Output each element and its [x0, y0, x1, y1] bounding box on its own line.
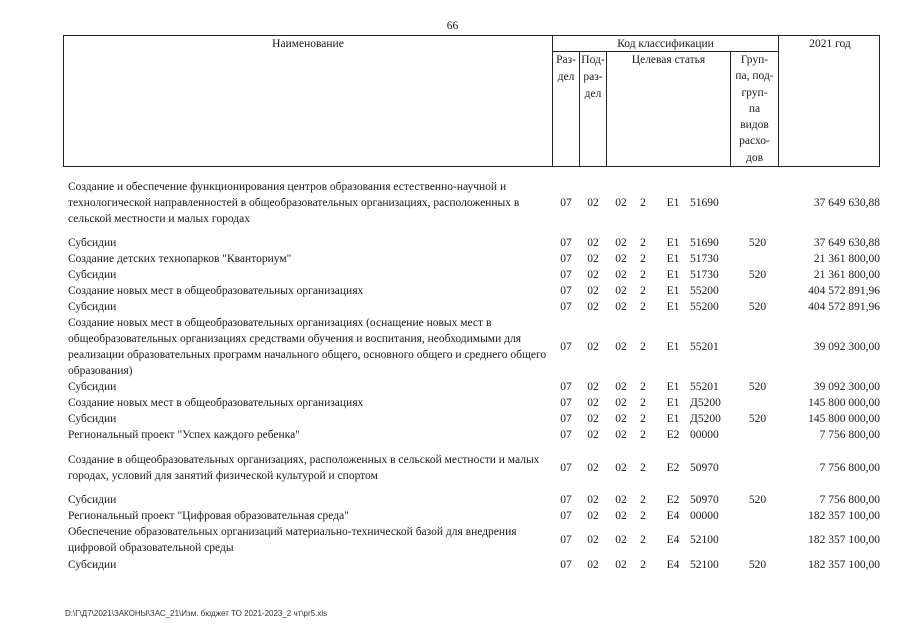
podrazdel-code: 02 — [587, 429, 599, 441]
target-part-project: Е1 — [666, 413, 680, 425]
target-part-direction: 50970 — [690, 462, 719, 474]
table-row — [0, 411, 905, 427]
target-part-program: 02 — [615, 429, 627, 441]
header-razdel: Раз- дел — [556, 54, 576, 83]
expense-group: 520 — [748, 301, 767, 313]
row-name: Создание новых мест в общеобразовательных организациях — [68, 285, 364, 297]
target-part-direction: Д5200 — [690, 413, 721, 425]
amount-2021: 404 572 891,96 — [808, 285, 880, 297]
target-part-subprogram: 2 — [640, 534, 646, 546]
target-part-direction: 00000 — [690, 429, 719, 441]
row-name: Создание и обеспечение функционирования центров образования естественно-научной и технологической направленностей в общеобразовательных организациях, расположенных в сельской местности и малых городах — [68, 181, 520, 225]
row-name: Субсидии — [68, 237, 117, 249]
amount-2021: 145 800 000,00 — [808, 397, 880, 409]
amount-2021: 7 756 800,00 — [819, 494, 880, 506]
target-part-project: Е1 — [666, 269, 680, 281]
target-part-direction: 50970 — [690, 494, 719, 506]
expense-group: 520 — [748, 237, 767, 249]
target-part-subprogram: 2 — [640, 197, 646, 209]
target-part-subprogram: 2 — [640, 510, 646, 522]
page-number: 66 — [446, 20, 459, 32]
target-part-program: 02 — [615, 301, 627, 313]
table-row — [0, 283, 905, 299]
row-name: Субсидии — [68, 269, 117, 281]
target-part-program: 02 — [615, 269, 627, 281]
table-row — [0, 427, 905, 443]
target-part-project: Е1 — [666, 397, 680, 409]
table-row — [0, 251, 905, 267]
amount-2021: 182 357 100,00 — [808, 534, 880, 546]
amount-2021: 7 756 800,00 — [819, 462, 880, 474]
target-part-program: 02 — [615, 413, 627, 425]
amount-2021: 145 800 000,00 — [808, 413, 880, 425]
target-part-subprogram: 2 — [640, 381, 646, 393]
amount-2021: 182 357 100,00 — [808, 559, 880, 571]
target-part-direction: 52100 — [690, 559, 719, 571]
expense-group: 520 — [748, 494, 767, 506]
target-part-project: Е2 — [666, 494, 680, 506]
target-part-project: Е1 — [666, 237, 680, 249]
podrazdel-code: 02 — [587, 413, 599, 425]
table-row — [0, 235, 905, 251]
podrazdel-code: 02 — [587, 269, 599, 281]
expense-group: 520 — [748, 269, 767, 281]
header-code: Код классификации — [617, 38, 714, 50]
expense-group: 520 — [748, 559, 767, 571]
podrazdel-code: 02 — [587, 494, 599, 506]
target-part-project: Е4 — [666, 534, 680, 546]
target-part-program: 02 — [615, 510, 627, 522]
table-row — [0, 299, 905, 315]
target-part-subprogram: 2 — [640, 237, 646, 249]
target-part-project: Е2 — [666, 462, 680, 474]
row-name: Региональный проект "Успех каждого ребенка" — [68, 429, 300, 441]
expense-group: 520 — [748, 413, 767, 425]
razdel-code: 07 — [560, 510, 572, 522]
row-name: Обеспечение образовательных организаций материально-технической базой для внедрения цифровой образовательной среды — [68, 526, 517, 554]
row-name: Субсидии — [68, 559, 117, 571]
podrazdel-code: 02 — [587, 253, 599, 265]
row-name: Создание детских технопарков "Кванториум" — [68, 253, 292, 265]
table-row — [0, 179, 905, 227]
razdel-code: 07 — [560, 269, 572, 281]
razdel-code: 07 — [560, 301, 572, 313]
amount-2021: 37 649 630,88 — [813, 237, 880, 249]
table-row — [0, 557, 905, 573]
target-part-project: Е4 — [666, 510, 680, 522]
footer-file-path: D:\Г\Д7\2021\ЗАКОНЫ\ЗАС_21\Изм. бюджет ТО 2021-2023_2 чт\pr5.xls — [65, 609, 328, 618]
amount-2021: 21 361 800,00 — [813, 269, 880, 281]
row-name: Субсидии — [68, 413, 117, 425]
table-row — [0, 379, 905, 395]
amount-2021: 182 357 100,00 — [808, 510, 880, 522]
target-part-project: Е1 — [666, 381, 680, 393]
podrazdel-code: 02 — [587, 462, 599, 474]
razdel-code: 07 — [560, 413, 572, 425]
target-part-subprogram: 2 — [640, 341, 646, 353]
podrazdel-code: 02 — [587, 397, 599, 409]
podrazdel-code: 02 — [587, 285, 599, 297]
target-part-subprogram: 2 — [640, 301, 646, 313]
podrazdel-code: 02 — [587, 510, 599, 522]
target-part-subprogram: 2 — [640, 494, 646, 506]
target-part-program: 02 — [615, 559, 627, 571]
target-part-project: Е1 — [666, 341, 680, 353]
table-row — [0, 267, 905, 283]
target-part-direction: 52100 — [690, 534, 719, 546]
table-row — [0, 315, 905, 379]
target-part-project: Е2 — [666, 429, 680, 441]
razdel-code: 07 — [560, 462, 572, 474]
target-part-project: Е1 — [666, 253, 680, 265]
expense-group: 520 — [748, 381, 767, 393]
target-part-subprogram: 2 — [640, 285, 646, 297]
target-part-direction: 55201 — [690, 341, 719, 353]
table-row — [0, 395, 905, 411]
razdel-code: 07 — [560, 397, 572, 409]
target-part-program: 02 — [615, 381, 627, 393]
row-name: Создание новых мест в общеобразовательных организациях (оснащение новых мест в общеобразовательных организациях средствами обучения и воспитания, необходимыми для реализации образовательных программ начального общего, основного общего и среднего общего образования) — [68, 317, 547, 377]
razdel-code: 07 — [560, 559, 572, 571]
target-part-subprogram: 2 — [640, 462, 646, 474]
target-part-program: 02 — [615, 341, 627, 353]
razdel-code: 07 — [560, 253, 572, 265]
target-part-direction: 51690 — [690, 237, 719, 249]
target-part-program: 02 — [615, 237, 627, 249]
header-podrazdel: Под- раз- дел — [581, 54, 605, 100]
table-row — [0, 492, 905, 508]
podrazdel-code: 02 — [587, 197, 599, 209]
podrazdel-code: 02 — [587, 237, 599, 249]
target-part-direction: 00000 — [690, 510, 719, 522]
target-part-direction: 51690 — [690, 197, 719, 209]
podrazdel-code: 02 — [587, 301, 599, 313]
podrazdel-code: 02 — [587, 381, 599, 393]
table-header — [63, 35, 880, 167]
row-name: Создание в общеобразовательных организациях, расположенных в сельской местности и малых городах, условий для занятий физической культурой и спортом — [68, 454, 540, 482]
razdel-code: 07 — [560, 285, 572, 297]
target-part-program: 02 — [615, 534, 627, 546]
target-part-program: 02 — [615, 285, 627, 297]
target-part-subprogram: 2 — [640, 559, 646, 571]
target-part-project: Е1 — [666, 301, 680, 313]
target-part-direction: 55200 — [690, 301, 719, 313]
razdel-code: 07 — [560, 341, 572, 353]
target-part-direction: Д5200 — [690, 397, 721, 409]
amount-2021: 7 756 800,00 — [819, 429, 880, 441]
row-name: Региональный проект "Цифровая образовательная среда" — [68, 510, 349, 522]
target-part-program: 02 — [615, 197, 627, 209]
target-part-subprogram: 2 — [640, 429, 646, 441]
amount-2021: 37 649 630,88 — [813, 197, 880, 209]
podrazdel-code: 02 — [587, 559, 599, 571]
razdel-code: 07 — [560, 534, 572, 546]
amount-2021: 21 361 800,00 — [813, 253, 880, 265]
header-target: Целевая статья — [631, 54, 706, 66]
target-part-direction: 51730 — [690, 269, 719, 281]
target-part-project: Е1 — [666, 197, 680, 209]
target-part-subprogram: 2 — [640, 413, 646, 425]
target-part-direction: 51730 — [690, 253, 719, 265]
razdel-code: 07 — [560, 494, 572, 506]
table-row — [0, 508, 905, 524]
table-row — [0, 452, 905, 484]
target-part-project: Е1 — [666, 285, 680, 297]
razdel-code: 07 — [560, 237, 572, 249]
row-name: Субсидии — [68, 301, 117, 313]
header-year: 2021 год — [809, 38, 851, 50]
amount-2021: 39 092 300,00 — [813, 381, 880, 393]
header-group: Груп- па, под- груп- па видов расхо- дов — [735, 54, 774, 164]
razdel-code: 07 — [560, 429, 572, 441]
razdel-code: 07 — [560, 381, 572, 393]
target-part-direction: 55200 — [690, 285, 719, 297]
target-part-program: 02 — [615, 253, 627, 265]
target-part-program: 02 — [615, 462, 627, 474]
target-part-program: 02 — [615, 494, 627, 506]
razdel-code: 07 — [560, 197, 572, 209]
podrazdel-code: 02 — [587, 534, 599, 546]
row-name: Создание новых мест в общеобразовательных организациях — [68, 397, 364, 409]
target-part-subprogram: 2 — [640, 253, 646, 265]
target-part-project: Е4 — [666, 559, 680, 571]
amount-2021: 39 092 300,00 — [813, 341, 880, 353]
podrazdel-code: 02 — [587, 341, 599, 353]
table-row — [0, 524, 905, 556]
header-name: Наименование — [272, 38, 344, 50]
target-part-subprogram: 2 — [640, 269, 646, 281]
target-part-program: 02 — [615, 397, 627, 409]
target-part-direction: 55201 — [690, 381, 719, 393]
amount-2021: 404 572 891,96 — [808, 301, 880, 313]
row-name: Субсидии — [68, 494, 117, 506]
row-name: Субсидии — [68, 381, 117, 393]
target-part-subprogram: 2 — [640, 397, 646, 409]
